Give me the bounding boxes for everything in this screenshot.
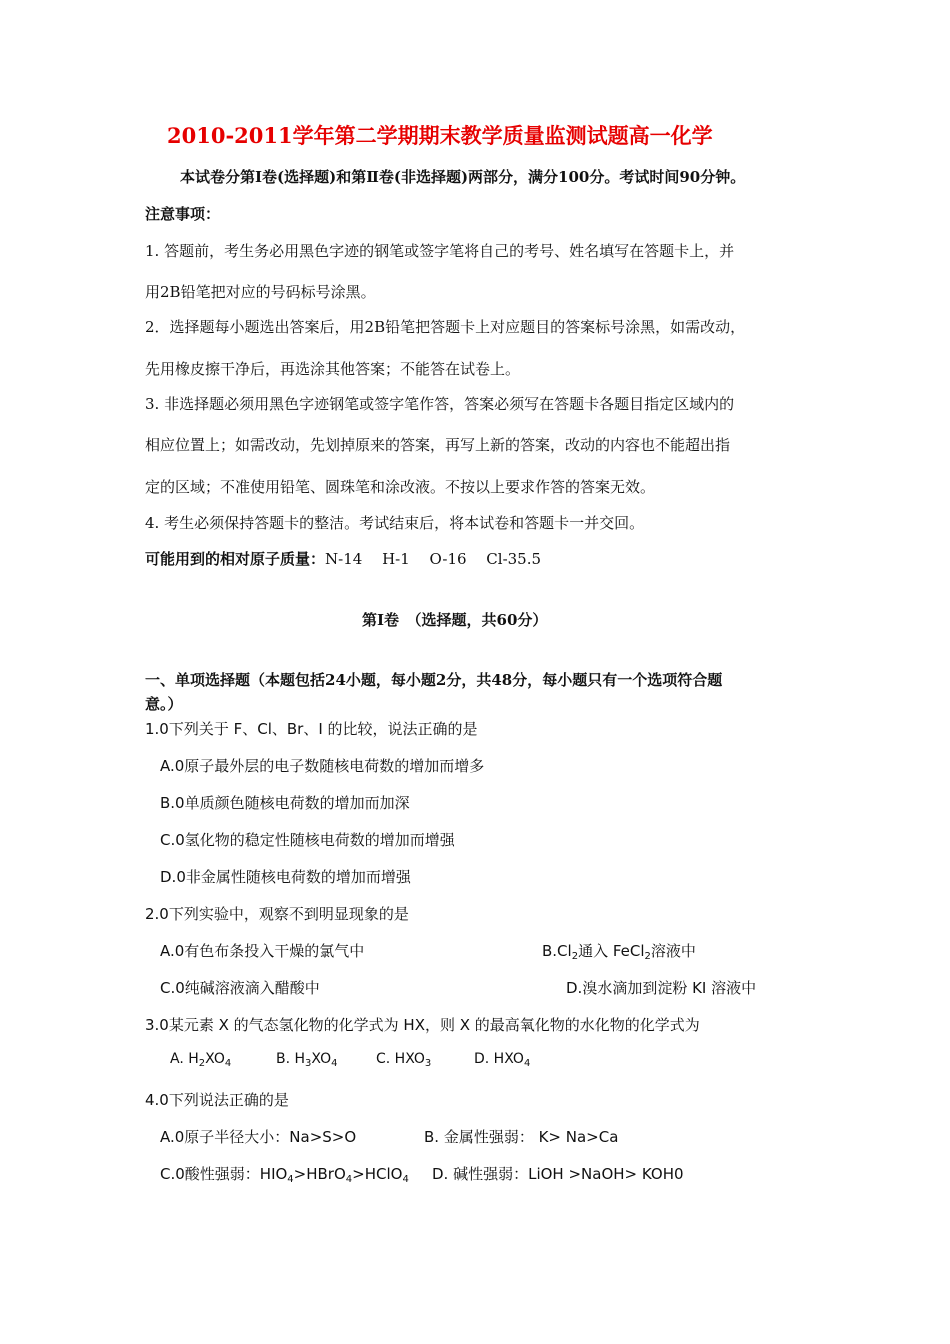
subscript: 2 <box>198 1058 206 1069</box>
note-line: 4. 考生必须保持答题卡的整洁。考试结束后，将本试卷和答题卡一并交回。 <box>145 514 645 532</box>
subscript: 4 <box>224 1058 232 1069</box>
atomic-mass-label: 可能用到的相对原子质量： <box>145 550 326 568</box>
subscript: 3 <box>424 1058 432 1069</box>
text-run: C.0酸性强弱：HIO <box>160 1165 288 1183</box>
question-1-option-c: C.0氢化物的稳定性随核电荷数的增加而增强 <box>160 831 455 849</box>
text-run: >HClO <box>352 1165 403 1183</box>
question-4-stem: 4.0下列说法正确的是 <box>145 1091 289 1109</box>
text-run: A. H <box>170 1051 199 1067</box>
subscript: 3 <box>305 1058 312 1069</box>
note-line: 定的区域；不准使用铅笔、圆珠笔和涂改液。不按以上要求作答的答案无效。 <box>145 478 656 496</box>
question-2-option-c: C.0纯碱溶液滴入醋酸中 <box>160 979 320 997</box>
text-run: >HBrO <box>293 1165 346 1183</box>
question-3-option-a <box>170 1051 231 1067</box>
question-3-option-c <box>376 1051 431 1067</box>
text-run: XO <box>311 1051 332 1067</box>
question-1-option-d: D.0非金属性随核电荷数的增加而增强 <box>160 868 411 886</box>
exam-intro: 本试卷分第Ⅰ卷(选择题)和第Ⅱ卷(非选择题)两部分，满分100分。考试时间90分钟。 <box>180 168 746 186</box>
note-line: 1. 答题前，考生务必用黑色字迹的钢笔或签字笔将自己的考号、姓名填写在答题卡上，并 <box>145 242 735 260</box>
subscript: 2 <box>644 951 651 962</box>
subscript: 4 <box>331 1058 338 1069</box>
atomic-mass-line <box>145 548 541 569</box>
question-2-stem: 2.0下列实验中，观察不到明显现象的是 <box>145 905 409 923</box>
question-1-option-a: A.0原子最外层的电子数随核电荷数的增加而增多 <box>160 757 485 775</box>
text-run: XO <box>205 1051 225 1067</box>
subscript: 4 <box>345 1174 353 1185</box>
section1-heading-cont: 意。） <box>145 695 183 713</box>
question-3-option-d <box>474 1051 530 1067</box>
question-1-option-b: B.0单质颜色随核电荷数的增加而加深 <box>160 794 410 812</box>
question-3-option-b <box>276 1051 338 1067</box>
subscript: 2 <box>571 951 579 962</box>
subscript: 4 <box>402 1174 409 1185</box>
question-4-option-d: D. 碱性强弱：LiOH >NaOH> KOH0 <box>432 1165 684 1183</box>
question-1-stem: 1.0下列关于 F、Cl、Br、I 的比较，说法正确的是 <box>145 720 478 738</box>
atomic-mass-values: N-14 H-1 O-16 Cl-35.5 <box>325 550 542 568</box>
note-line: 用2B铅笔把对应的号码标号涂黑。 <box>145 283 376 301</box>
page-title: 2010-2011学年第二学期期末教学质量监测试题高一化学 <box>167 123 713 148</box>
text-run: B.Cl <box>542 942 572 960</box>
subscript: 4 <box>523 1058 531 1069</box>
note-line: 相应位置上；如需改动，先划掉原来的答案，再写上新的答案，改动的内容也不能超出指 <box>145 436 731 454</box>
note-line: 3. 非选择题必须用黑色字迹钢笔或签字笔作答，答案必须写在答题卡各题目指定区域内的 <box>145 395 735 413</box>
note-line: 2．选择题每小题选出答案后，用2B铅笔把答题卡上对应题目的答案标号涂黑，如需改动， <box>145 318 746 336</box>
subscript: 4 <box>287 1174 294 1185</box>
text-run: D. HXO <box>474 1051 524 1067</box>
question-2-option-b <box>542 940 696 961</box>
text-run: B. H <box>276 1051 306 1067</box>
part1-heading: 第Ⅰ卷 （选择题，共60分） <box>362 611 548 629</box>
question-4-option-c <box>160 1163 409 1184</box>
notes-heading: 注意事项： <box>145 205 221 223</box>
question-3-stem: 3.0某元素 X 的气态氢化物的化学式为 HX，则 X 的最高氧化物的水化物的化学式为 <box>145 1016 700 1034</box>
text-run: 溶液中 <box>650 942 696 960</box>
section1-heading: 一、单项选择题（本题包括24小题，每小题2分，共48分，每小题只有一个选项符合题 <box>145 671 723 689</box>
text-run: 通入 FeCl <box>578 942 645 960</box>
question-4-option-b: B. 金属性强弱： K> Na>Ca <box>424 1128 619 1146</box>
question-4-option-a: A.0原子半径大小：Na>S>O <box>160 1128 357 1146</box>
question-2-option-d: D.溴水滴加到淀粉 KI 溶液中 <box>566 979 757 997</box>
text-run: C. HXO <box>376 1051 425 1067</box>
question-2-option-a: A.0有色布条投入干燥的氯气中 <box>160 942 365 960</box>
note-line: 先用橡皮擦干净后，再选涂其他答案；不能答在试卷上。 <box>145 360 521 378</box>
